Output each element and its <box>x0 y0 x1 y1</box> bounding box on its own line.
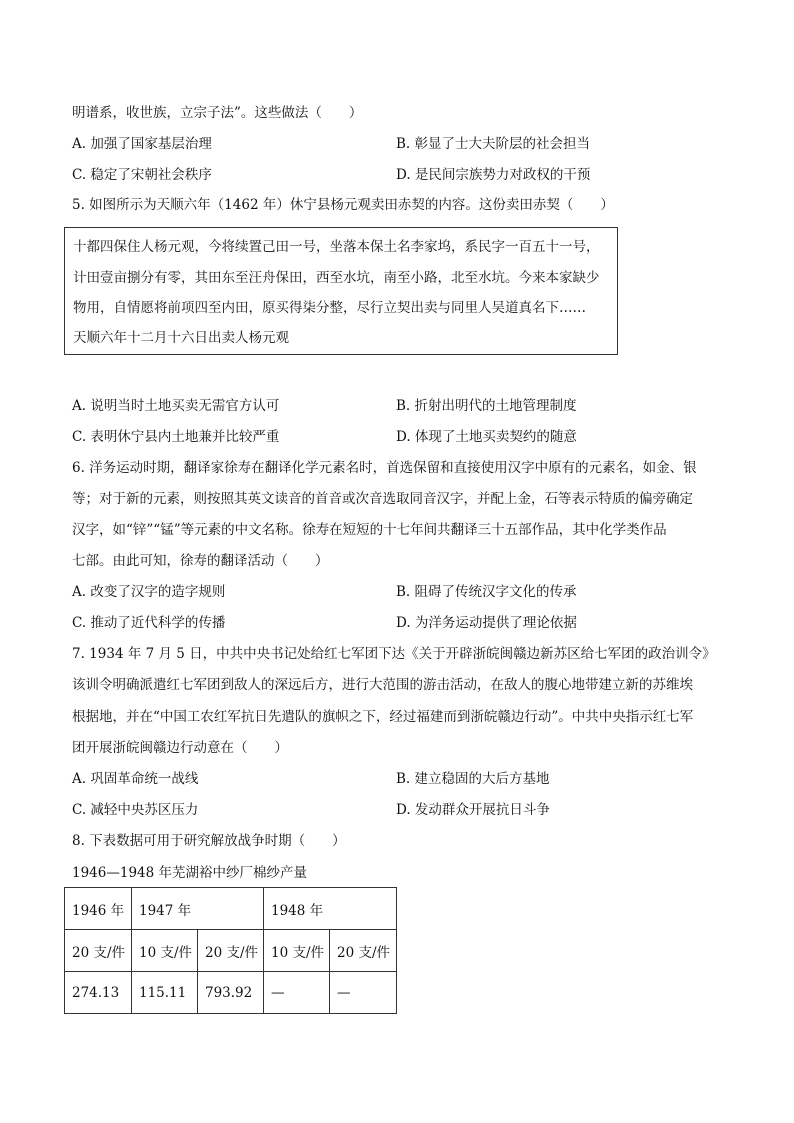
question-7-line-2: 该训令明确派遣红七军团到敌人的深远后方，进行大范围的游击活动，在敌人的腹心地带建立新的苏维埃 <box>72 677 693 693</box>
q6-option-d: D. 为洋务运动提供了理论依据 <box>396 615 577 631</box>
q4-option-d: D. 是民间宗族势力对政权的干预 <box>396 167 591 183</box>
deed-line-2: 计田壹亩捌分有零，其田东至汪舟保田，西至水坑，南至小路，北至水坑。今来本家缺少 <box>73 270 600 286</box>
q5-option-a: A. 说明当时土地买卖无需官方认可 <box>72 398 280 414</box>
question-6-line-4: 七部。由此可知，徐寿的翻译活动（ ） <box>72 553 329 569</box>
spec-cell: 10 支/件 <box>264 930 330 972</box>
q6-option-c: C. 推动了近代科学的传播 <box>72 615 226 631</box>
q7-option-b: B. 建立稳固的大后方基地 <box>396 771 550 787</box>
question-7-line-4: 团开展浙皖闽赣边行动意在（ ） <box>72 740 288 756</box>
value-cell: 793.92 <box>198 972 264 1014</box>
spec-cell: 20 支/件 <box>198 930 264 972</box>
spec-cell: 10 支/件 <box>132 930 198 972</box>
question-7-line-3: 根据地，并在“中国工农红军抗日先遣队的旗帜之下，经过福建而到浙皖赣边行动”。中共中央指示红七军 <box>72 709 694 725</box>
spec-cell: 20 支/件 <box>330 930 397 972</box>
question-8-stem: 8. 下表数据可用于研究解放战争时期（ ） <box>72 833 346 849</box>
question-6-line-2: 等；对于新的元素，则按照其英文读音的首音或次音选取同音汉字，并配上金，石等表示特质的偏旁确定 <box>72 491 693 507</box>
table-caption: 1946—1948 年芜湖裕中纱厂棉纱产量 <box>72 865 308 881</box>
question-6-line-3: 汉字，如“锌”“锰”等元素的中文名称。徐寿在短短的十七年间共翻译三十五部作品，其中化学类作品 <box>72 522 667 538</box>
value-cell: — <box>330 972 397 1014</box>
q4-option-b: B. 彰显了士大夫阶层的社会担当 <box>396 136 591 152</box>
question-4-stem-tail: 明谱系，收世族，立宗子法”。这些做法（ ） <box>72 105 363 121</box>
deed-line-1: 十都四保住人杨元观，今将续置己田一号，坐落本保土名李家坞，系民字一百五十一号， <box>73 239 600 255</box>
value-cell: 274.13 <box>65 972 132 1014</box>
deed-line-4: 天顺六年十二月十六日出卖人杨元观 <box>73 330 289 346</box>
table-row-specs <box>65 930 397 972</box>
q7-option-a: A. 巩固革命统一战线 <box>72 771 199 787</box>
spec-cell: 20 支/件 <box>65 930 132 972</box>
deed-line-3: 物用，自情愿将前项四至内田，原买得柒分整，尽行立契出卖与同里人吴道真名下…… <box>73 300 586 316</box>
q7-option-d: D. 发动群众开展抗日斗争 <box>396 802 550 818</box>
question-5-stem: 5. 如图所示为天顺六年（1462 年）休宁县杨元观卖田赤契的内容。这份卖田赤契（ ） <box>72 197 614 213</box>
q5-option-c: C. 表明休宁县内土地兼并比较严重 <box>72 429 280 445</box>
question-7-line-1: 7. 1934 年 7 月 5 日，中共中央书记处给红七军团下达《关于开辟浙皖闽赣边新苏区给七军团的政治训令》 <box>72 646 716 662</box>
cotton-yarn-output-table <box>64 887 397 1014</box>
q4-option-c: C. 稳定了宋朝社会秩序 <box>72 167 212 183</box>
value-cell: 115.11 <box>132 972 198 1014</box>
q6-option-b: B. 阻碍了传统汉字文化的传承 <box>396 584 577 600</box>
q7-option-c: C. 减轻中央苏区压力 <box>72 802 199 818</box>
year-header-1948: 1948 年 <box>264 888 397 930</box>
year-header-1946: 1946 年 <box>65 888 132 930</box>
q4-option-a: A. 加强了国家基层治理 <box>72 136 212 152</box>
q5-option-d: D. 体现了土地买卖契约的随意 <box>396 429 577 445</box>
year-header-1947: 1947 年 <box>132 888 264 930</box>
table-row-years <box>65 888 397 930</box>
question-6-line-1: 6. 洋务运动时期，翻译家徐寿在翻译化学元素名时，首选保留和直接使用汉字中原有的元素名，如金、银 <box>72 460 697 476</box>
value-cell: — <box>264 972 330 1014</box>
q5-option-b: B. 折射出明代的土地管理制度 <box>396 398 577 414</box>
table-row-values <box>65 972 397 1014</box>
q6-option-a: A. 改变了汉字的造字规则 <box>72 584 226 600</box>
land-deed-excerpt-box <box>64 227 618 355</box>
